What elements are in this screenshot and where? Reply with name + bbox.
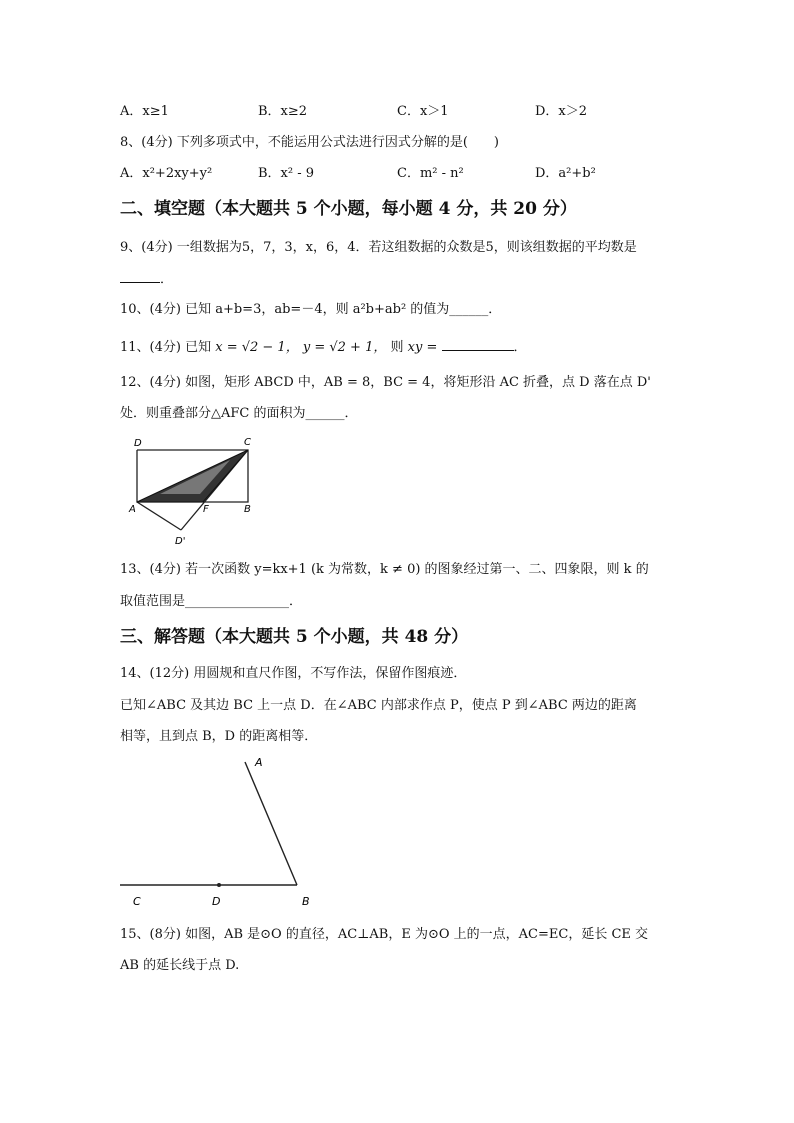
q14-line3: 相等，且到点 B，D 的距离相等． [120, 729, 318, 744]
q11-expr-y: y = √2 + 1， [302, 340, 387, 355]
label-c: C [244, 437, 251, 448]
q7-option-b: B．x≥2 [258, 104, 308, 119]
q7-option-a: A．x≥1 [120, 104, 169, 119]
q12-line1: 12、(4分) 如图，矩形 ABCD 中，AB = 8，BC = 4，将矩形沿 AC 折叠，点 D 落在点 D' [120, 375, 651, 390]
edge-ad-prime [137, 502, 181, 530]
q9-answer-blank[interactable] [120, 270, 160, 283]
label-f: F [203, 504, 209, 515]
label-d: D [134, 438, 142, 449]
q10-line: 10、(4分) 已知 a+b=3，ab=－4，则 a²b+ab² 的值为______． [120, 302, 502, 317]
q11-line: 11、(4分) 已知 x = √2 − 1， y = √2 + 1， 则 xy = ． [120, 340, 527, 355]
q9-line2: ． [120, 270, 173, 289]
q8-option-b: B．x² - 9 [258, 166, 315, 181]
q11-expr-xy: xy = [407, 340, 438, 355]
q12-line2: 处．则重叠部分△AFC 的面积为______． [120, 406, 358, 421]
q8-option-d: D．a²+b² [535, 166, 596, 181]
point-d [217, 883, 221, 887]
label-a: A [255, 756, 263, 769]
shaded-triangle-afc [137, 450, 248, 502]
label-d-prime: D' [175, 536, 186, 547]
q15-line1: 15、(8分) 如图，AB 是⊙O 的直径，AC⊥AB，E 为⊙O 上的一点，AC=EC，延长 CE 交 [120, 927, 649, 942]
label-c: C [133, 895, 141, 908]
q11-answer-blank[interactable] [442, 338, 514, 351]
q8-option-c: C．m² - n² [397, 166, 464, 181]
q13-line2: 取值范围是________________． [120, 594, 303, 609]
q9-line1: 9、(4分) 一组数据为5，7，3，x，6，4．若这组数据的众数是5，则该组数据的平均数是 [120, 240, 637, 255]
q12-figure [120, 432, 270, 552]
q8-stem: 8、(4分) 下列多项式中，不能运用公式法进行因式分解的是( ) [120, 135, 499, 150]
q13-line1: 13、(4分) 若一次函数 y=kx+1 (k 为常数，k ≠ 0) 的图象经过第一、二、四象限，则 k 的 [120, 562, 649, 577]
q15-line2: AB 的延长线于点 D. [120, 958, 240, 973]
label-b: B [302, 895, 310, 908]
label-a: A [129, 504, 136, 515]
ray-ba [245, 762, 297, 885]
section-3-title: 三、解答题（本大题共 5 个小题，共 48 分） [120, 627, 469, 647]
q7-option-d: D．x＞2 [535, 104, 588, 119]
q7-option-c: C．x＞1 [397, 104, 449, 119]
label-b: B [244, 504, 251, 515]
q14-line2: 已知∠ABC 及其边 BC 上一点 D．在∠ABC 内部求作点 P，使点 P 到∠ABC 两边的距离 [120, 698, 637, 713]
section-2-title: 二、填空题（本大题共 5 个小题，每小题 4 分，共 20 分） [120, 199, 577, 219]
q14-line1: 14、(12分) 用圆规和直尺作图，不写作法，保留作图痕迹． [120, 666, 467, 681]
q11-expr-x: x = √2 − 1， [215, 340, 299, 355]
q14-figure [115, 752, 315, 912]
label-d: D [212, 895, 221, 908]
q8-option-a: A．x²+2xy+y² [120, 166, 213, 181]
